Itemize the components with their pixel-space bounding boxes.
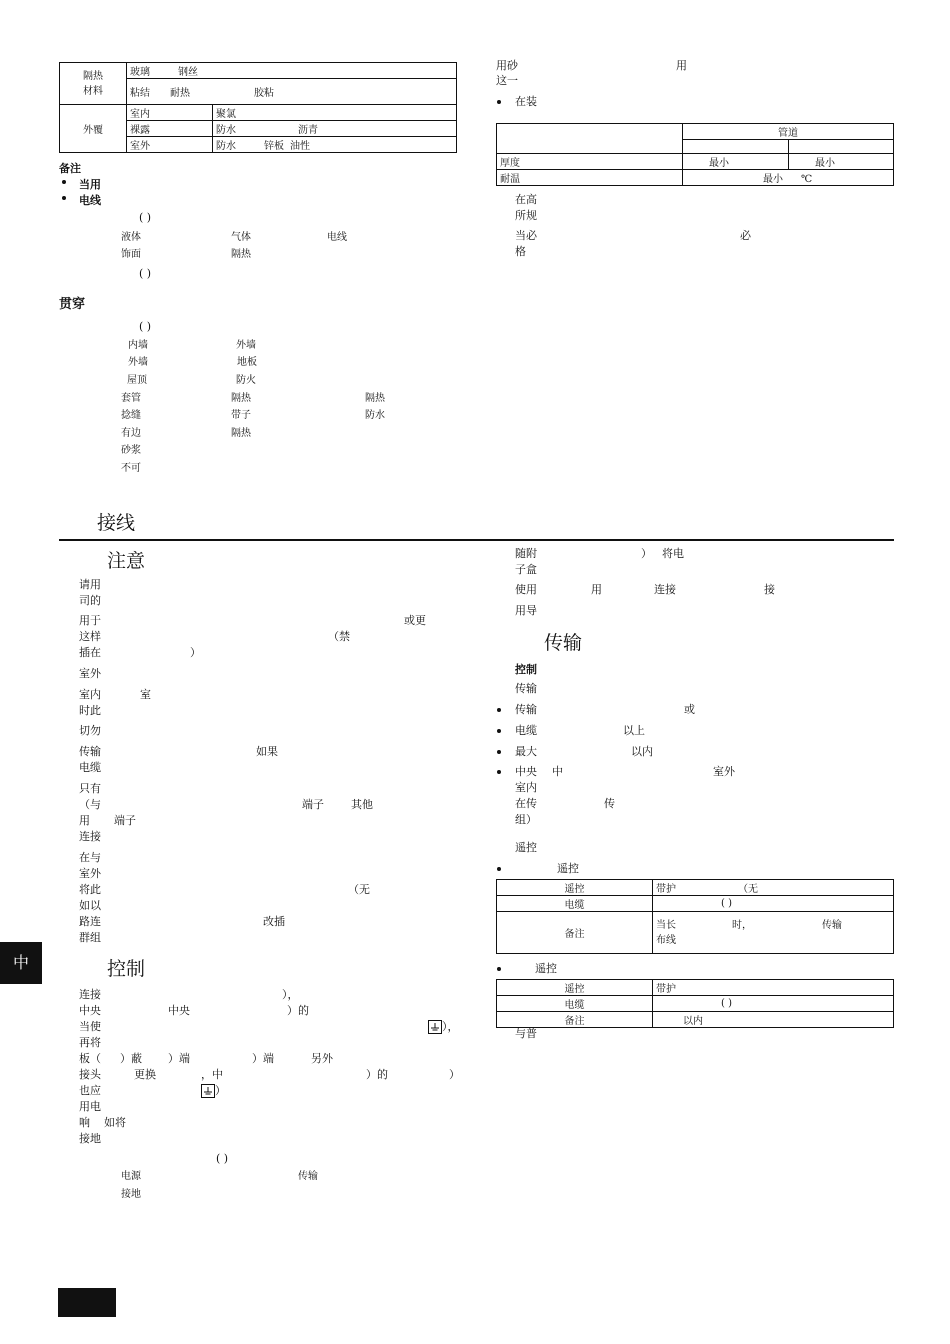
caution-2c2: ） bbox=[190, 646, 201, 659]
control-line-1a: 连接 bbox=[79, 988, 101, 1001]
waterproof2-text: 防水 bbox=[216, 141, 236, 152]
control-line-7a: 也应 bbox=[79, 1084, 101, 1097]
adhesive-text: 粘结 bbox=[130, 88, 150, 99]
caution-7d: 连接 bbox=[79, 830, 101, 843]
caution-8d: 如以 bbox=[79, 899, 101, 912]
transmission-label: 传输 bbox=[298, 1171, 318, 1182]
outer-wall-label-2: 外墙 bbox=[128, 357, 148, 368]
bullet-icon bbox=[497, 750, 501, 754]
remote-label-2: 遥控 bbox=[497, 980, 653, 996]
bullet-icon bbox=[497, 770, 501, 774]
insulation-material-label: 隔热 材料 bbox=[60, 63, 127, 105]
wire-text: 钢丝 bbox=[178, 67, 198, 78]
transmission-last: 与普 bbox=[515, 1027, 537, 1040]
right-wiring-3d: 接 bbox=[764, 583, 775, 596]
remote-cable-table-2 bbox=[496, 979, 894, 1028]
floor-label: 地板 bbox=[237, 357, 257, 368]
transmission-bullet-1a: 传输 bbox=[515, 703, 537, 716]
right-wiring-1a: 随附 bbox=[515, 547, 537, 560]
caution-title: 注意 bbox=[107, 550, 146, 572]
caution-4b: 时此 bbox=[79, 704, 101, 717]
transmission-title: 传输 bbox=[544, 632, 583, 654]
caution-8b: 室外 bbox=[79, 867, 101, 880]
thickness-label: 厚度 bbox=[497, 154, 683, 170]
section-divider bbox=[59, 539, 894, 541]
transmission-bullet-4f: 传 bbox=[604, 797, 615, 810]
caution-7b2: 端子 bbox=[302, 798, 324, 811]
transmission-bullet-2b: 以上 bbox=[623, 724, 645, 737]
transmission-bullet-4c: 室外 bbox=[713, 765, 735, 778]
fig1-paren-bottom: ( ) bbox=[139, 267, 152, 280]
fig1-finish: 饰面 bbox=[121, 249, 141, 260]
vinyl-cell: 聚氯 bbox=[213, 105, 457, 121]
caution-1b: 司的 bbox=[79, 594, 101, 607]
zinc-text: 锌板 bbox=[264, 141, 284, 152]
caution-2b: 这样 bbox=[79, 630, 101, 643]
control-line-3b: ）， bbox=[442, 1020, 459, 1033]
covering-label: 外覆 bbox=[60, 105, 127, 153]
caution-1a: 请用 bbox=[79, 578, 101, 591]
language-tab: 中 bbox=[0, 942, 42, 984]
page-number-block bbox=[58, 1288, 116, 1317]
control-line-2c: ）的 bbox=[287, 1004, 309, 1017]
control-line-5d: ）端 bbox=[252, 1052, 274, 1065]
cable-paren: ( ) bbox=[653, 896, 894, 912]
note-item-1: 当用 bbox=[79, 178, 101, 191]
right-wiring-1c: 将电 bbox=[662, 547, 684, 560]
caution-6a: 传输 bbox=[79, 745, 101, 758]
insul-label-2: 隔热 bbox=[365, 393, 385, 404]
fig1-paren-top: ( ) bbox=[139, 211, 152, 224]
right-wiring-2: 子盒 bbox=[515, 563, 537, 576]
insul-label-1: 隔热 bbox=[231, 393, 251, 404]
caution-6a2: 如果 bbox=[256, 745, 278, 758]
control-line-5a: 板（ bbox=[79, 1052, 101, 1065]
min-thickness-1: 最小 bbox=[683, 154, 789, 170]
control-line-9a: 响 bbox=[79, 1116, 90, 1129]
control-line-3a: 当使 bbox=[79, 1020, 101, 1033]
control-line-6d: ）的 bbox=[366, 1068, 388, 1081]
ground-label: 接地 bbox=[121, 1189, 141, 1200]
trans-text: 传输 bbox=[822, 919, 842, 931]
caution-7c: 用 bbox=[79, 814, 90, 827]
note-label-2: 备注 bbox=[497, 1012, 653, 1028]
ground-icon bbox=[201, 1084, 215, 1098]
min-thickness-2: 最小 bbox=[789, 154, 894, 170]
caution-4a2: 室 bbox=[140, 688, 151, 701]
asphalt-text: 沥青 bbox=[298, 125, 318, 136]
right-p2b: 格 bbox=[515, 245, 526, 258]
caution-8f: 群组 bbox=[79, 931, 101, 944]
transmission-bullet-3a: 最大 bbox=[515, 745, 537, 758]
roof-label: 屋顶 bbox=[127, 375, 147, 386]
control-line-6c: ，中 bbox=[201, 1068, 223, 1081]
right-p2a2: 必 bbox=[740, 229, 751, 242]
right-wiring-3c: 连接 bbox=[654, 583, 676, 596]
degree-unit: ℃ bbox=[801, 174, 813, 185]
right-p1b: 所规 bbox=[515, 209, 537, 222]
right-p2a: 当必 bbox=[515, 229, 537, 242]
caution-7a: 只有 bbox=[79, 782, 101, 795]
control-title: 控制 bbox=[107, 958, 146, 980]
none-text: （无 bbox=[738, 884, 758, 895]
right-line-2: 这一 bbox=[496, 74, 518, 87]
cable-label: 电缆 bbox=[497, 896, 653, 912]
bullet-icon bbox=[497, 100, 501, 104]
note-item-2: 电线 bbox=[79, 194, 101, 207]
control-line-9b: 如将 bbox=[104, 1116, 126, 1129]
transmission-control-sub: 控制 bbox=[515, 663, 537, 676]
right-wiring-1b: ） bbox=[641, 547, 652, 560]
caution-6b: 电缆 bbox=[79, 761, 101, 774]
control-fig-paren: ( ) bbox=[216, 1152, 229, 1165]
control-line-1b: ）， bbox=[282, 988, 299, 1001]
transmission-bullet-4a: 中央 bbox=[515, 765, 537, 778]
caution-7b: （与 bbox=[79, 798, 101, 811]
caution-8e2: 改插 bbox=[263, 915, 285, 928]
outdoor-cell: 室外 bbox=[127, 137, 213, 153]
notes-title: 备注 bbox=[59, 162, 81, 175]
right-wiring-3b: 用 bbox=[591, 583, 602, 596]
right-line-1b: 用 bbox=[676, 59, 687, 72]
caution-2a: 用于 bbox=[79, 614, 101, 627]
control-line-10: 接地 bbox=[79, 1132, 101, 1145]
fig1-insul: 隔热 bbox=[231, 249, 251, 260]
caution-8a: 在与 bbox=[79, 851, 101, 864]
fig1-gas: 气体 bbox=[231, 232, 251, 243]
control-line-6e: ） bbox=[449, 1068, 460, 1081]
caution-3: 室外 bbox=[79, 667, 101, 680]
indoor-cell: 室内 bbox=[127, 105, 213, 121]
waterproof-text: 防水 bbox=[216, 125, 236, 136]
cable-label-2: 电缆 bbox=[497, 996, 653, 1012]
transmission-text-1: 传输 bbox=[515, 682, 537, 695]
heat-resist-label: 耐温 bbox=[497, 170, 683, 186]
outer-wall-label: 外墙 bbox=[236, 340, 256, 351]
caution-8e: 路连 bbox=[79, 915, 101, 928]
bullet-icon bbox=[497, 729, 501, 733]
transmission-bullet-4e: 在传 bbox=[515, 797, 537, 810]
transmission-bullet-4b: 中 bbox=[552, 765, 563, 778]
inner-wall-label: 内墙 bbox=[128, 340, 148, 351]
within-text: 以内 bbox=[653, 1012, 894, 1028]
mortar-label: 砂浆 bbox=[121, 445, 141, 456]
fig1-liquid: 液体 bbox=[121, 232, 141, 243]
remote-bullet-1: 遥控 bbox=[557, 862, 579, 875]
caution-2c: 插在 bbox=[79, 646, 101, 659]
remote-cable-table-1 bbox=[496, 879, 894, 954]
wiring-title: 接线 bbox=[97, 512, 136, 534]
control-line-7b: ） bbox=[215, 1084, 226, 1097]
not-allowed-label: 不可 bbox=[121, 463, 141, 474]
control-line-8: 用电 bbox=[79, 1100, 101, 1113]
remote-label: 遥控 bbox=[497, 880, 653, 896]
bullet-icon bbox=[497, 708, 501, 712]
bullet-icon bbox=[62, 196, 66, 200]
cable-paren-2: ( ) bbox=[653, 996, 894, 1012]
insulation-material-table bbox=[59, 62, 457, 153]
shield-text: 带护 bbox=[656, 884, 676, 895]
band-label: 带子 bbox=[231, 410, 251, 421]
bullet-icon bbox=[497, 867, 501, 871]
caution-8c: 将此 bbox=[79, 883, 101, 896]
transmission-bullet-1b: 或 bbox=[684, 703, 695, 716]
sleeve-label: 套管 bbox=[121, 393, 141, 404]
long-text: 当长 bbox=[656, 919, 676, 931]
power-label: 电源 bbox=[121, 1171, 141, 1182]
control-line-6a: 接头 bbox=[79, 1068, 101, 1081]
caution-5: 切勿 bbox=[79, 724, 101, 737]
control-line-5b: ）蔽 bbox=[120, 1052, 142, 1065]
insul-label-3: 隔热 bbox=[231, 428, 251, 439]
waterproof-label: 防水 bbox=[365, 410, 385, 421]
transmission-bullet-4g: 组） bbox=[515, 813, 537, 826]
shield-text-2: 带护 bbox=[653, 980, 894, 996]
right-wiring-4: 用导 bbox=[515, 604, 537, 617]
bullet-icon bbox=[62, 180, 66, 184]
caution-2a2: 或更 bbox=[404, 614, 426, 627]
caution-7b3: 其他 bbox=[351, 798, 373, 811]
right-wiring-3a: 使用 bbox=[515, 583, 537, 596]
bullet-icon bbox=[497, 967, 501, 971]
caution-2b2: （禁 bbox=[328, 630, 350, 643]
note-label: 备注 bbox=[497, 912, 653, 954]
caution-8c2: （无 bbox=[348, 883, 370, 896]
wiring-text: 布线 bbox=[656, 934, 676, 946]
transmission-bullet-2a: 电缆 bbox=[515, 724, 537, 737]
right-line-1a: 用砂 bbox=[496, 59, 518, 72]
caution-4a: 室内 bbox=[79, 688, 101, 701]
caulk-label: 捻缝 bbox=[121, 410, 141, 421]
remote-bullet-2: 遥控 bbox=[535, 962, 557, 975]
control-line-2a: 中央 bbox=[79, 1004, 101, 1017]
exposed-cell: 裸露 bbox=[127, 121, 213, 137]
control-line-5e: 另外 bbox=[311, 1052, 333, 1065]
caution-7c2: 端子 bbox=[114, 814, 136, 827]
pipe-header: 管道 bbox=[683, 124, 894, 140]
penetration-paren: ( ) bbox=[139, 320, 152, 333]
remote-subtitle: 遥控 bbox=[515, 841, 537, 854]
control-line-6b: 更换 bbox=[134, 1068, 156, 1081]
fireproof-label: 防火 bbox=[236, 375, 256, 386]
edge-label: 有边 bbox=[121, 428, 141, 439]
right-bullet-1: 在装 bbox=[515, 95, 537, 108]
glass-text: 玻璃 bbox=[130, 67, 150, 78]
fig1-wire: 电线 bbox=[327, 232, 347, 243]
control-line-4: 再将 bbox=[79, 1036, 101, 1049]
glue-text: 胶粘 bbox=[254, 88, 274, 99]
pipe-insulation-table bbox=[496, 123, 894, 186]
transmission-bullet-3b: 以内 bbox=[631, 745, 653, 758]
ground-icon bbox=[428, 1020, 442, 1034]
control-line-2b: 中央 bbox=[168, 1004, 190, 1017]
transmission-bullet-4d: 室内 bbox=[515, 781, 537, 794]
oil-text: 油性 bbox=[290, 141, 310, 152]
when-text: 时， bbox=[732, 919, 752, 931]
min-temp: 最小 bbox=[763, 174, 783, 185]
right-p1a: 在高 bbox=[515, 193, 537, 206]
control-line-5c: ）端 bbox=[168, 1052, 190, 1065]
heat-resist-text: 耐热 bbox=[170, 88, 190, 99]
penetration-title: 贯穿 bbox=[59, 297, 86, 312]
